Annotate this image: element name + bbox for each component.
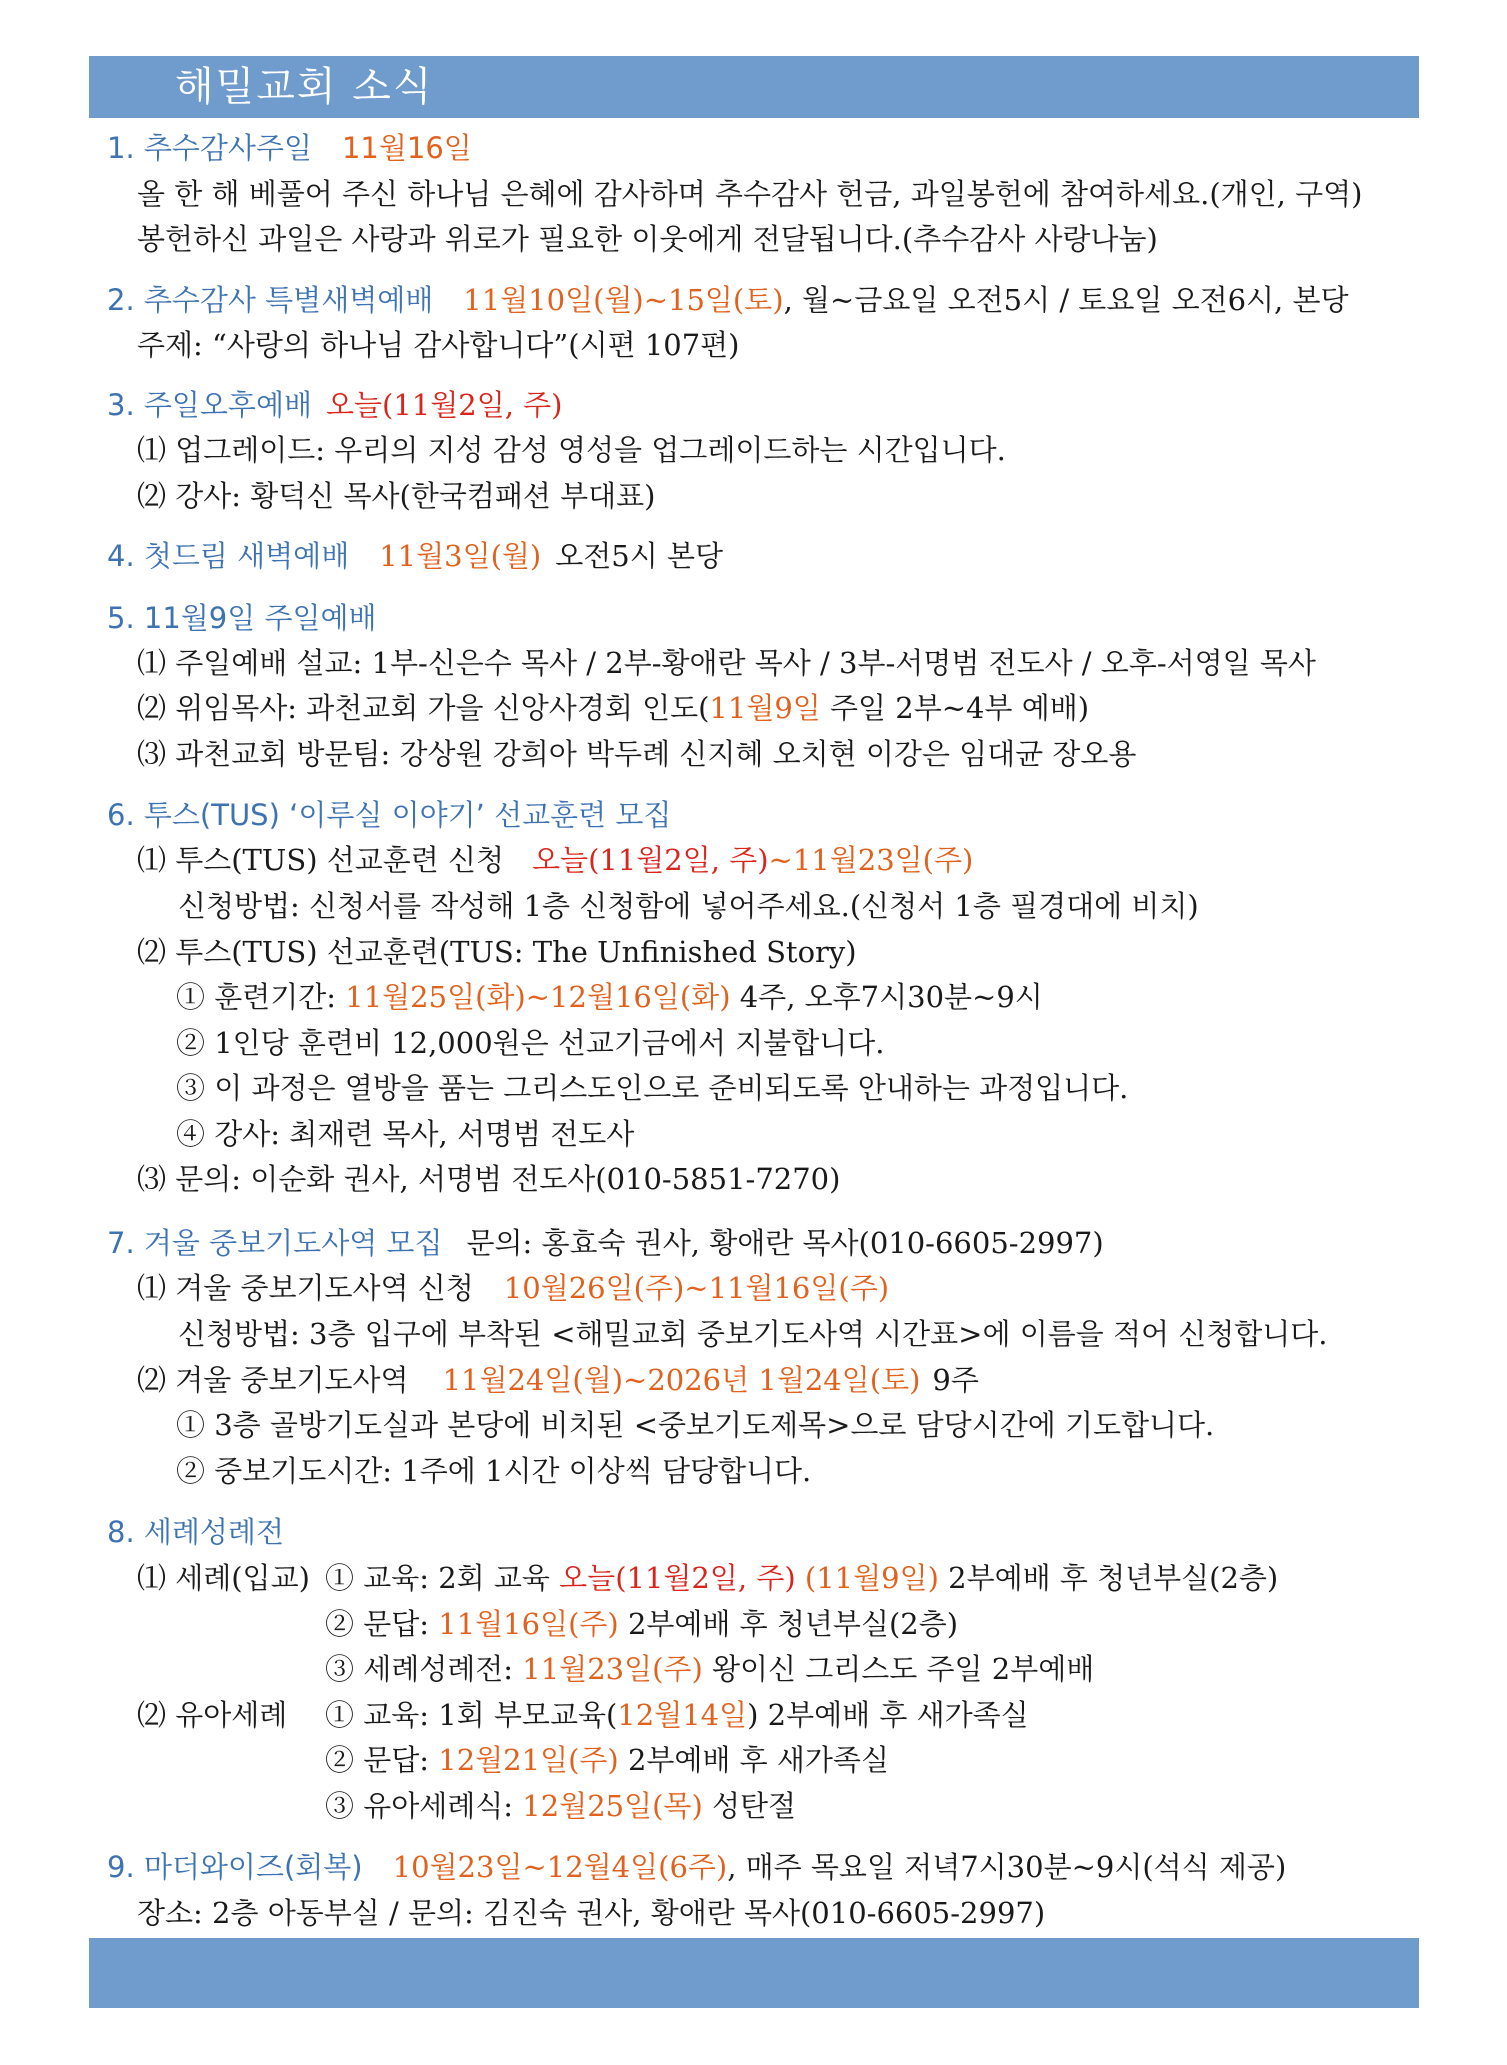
section-6-sub-2: ② 1인당 훈련비 12,000원은 선교기금에서 지불합니다. [176, 1026, 885, 1060]
section-7-sub-2: ② 중보기도시간: 1주에 1시간 이상씩 담당합니다. [176, 1454, 812, 1488]
section-6-heading: 6. 투스(TUS) ‘이루실 이야기’ 선교훈련 모집 [107, 798, 672, 832]
section-6-sub-3: ③ 이 과정은 열방을 품는 그리스도인으로 준비되도록 안내하는 과정입니다. [176, 1071, 1129, 1105]
section-6-item-1: ⑴ 투스(TUS) 선교훈련 신청 오늘(11월2일, 주)~11월23일(주) [137, 843, 974, 877]
section-7-heading: 7. 겨울 중보기도사역 모집 문의: 홍효숙 권사, 황애란 목사(010-6605-2997) [107, 1226, 1104, 1260]
section-8-a2: ② 문답: 11월16일(주) 2부예배 후 청년부실(2층) [325, 1607, 959, 1641]
section-5-item-2: ⑵ 위임목사: 과천교회 가을 신앙사경회 인도(11월9일 주일 2부~4부 예배) [137, 691, 1090, 725]
section-6-sub-1: ① 훈련기간: 11월25일(화)~12월16일(화) 4주, 오후7시30분~9시 [176, 980, 1043, 1014]
section-8-b1: ① 교육: 1회 부모교육(12월14일) 2부예배 후 새가족실 [325, 1698, 1029, 1732]
section-7-item-1-sub: 신청방법: 3층 입구에 부착된 <해밀교회 중보기도사역 시간표>에 이름을 적어 신청합니다. [178, 1317, 1328, 1351]
section-8-item-1-label: ⑴ 세례(입교) [137, 1561, 310, 1595]
section-8-b3: ③ 유아세례식: 12월25일(목) 성탄절 [325, 1789, 797, 1823]
section-7-sub-1: ① 3층 골방기도실과 본당에 비치된 <중보기도제목>으로 담당시간에 기도합니다. [176, 1408, 1215, 1442]
section-9-heading: 9. 마더와이즈(회복) 10월23일~12월4일(6주), 매주 목요일 저녁7시30분~9시(석식 제공) [107, 1850, 1287, 1884]
section-3-item-2: ⑵ 강사: 황덕신 목사(한국컴패션 부대표) [137, 479, 656, 513]
section-5-heading: 5. 11월9일 주일예배 [107, 601, 377, 635]
section-6-item-3: ⑶ 문의: 이순화 권사, 서명범 전도사(010-5851-7270) [137, 1162, 841, 1196]
section-1-heading: 1. 추수감사주일 11월16일 [107, 131, 472, 165]
section-3-heading: 3. 주일오후예배 오늘(11월2일, 주) [107, 388, 563, 422]
header-bar [89, 56, 1419, 118]
section-6-item-1-sub: 신청방법: 신청서를 작성해 1층 신청함에 넣어주세요.(신청서 1층 필경대에 비치) [178, 889, 1199, 923]
section-2-theme: 주제: “사랑의 하나님 감사합니다”(시편 107편) [137, 328, 740, 362]
section-1-line-2: 봉헌하신 과일은 사랑과 위로가 필요한 이웃에게 전달됩니다.(추수감사 사랑나눔) [137, 222, 1158, 256]
section-7-item-2: ⑵ 겨울 중보기도사역 11월24일(월)~2026년 1월24일(토) 9주 [137, 1363, 979, 1397]
section-3-item-1: ⑴ 업그레이드: 우리의 지성 감성 영성을 업그레이드하는 시간입니다. [137, 433, 1006, 467]
section-8-a3: ③ 세례성례전: 11월23일(주) 왕이신 그리스도 주일 2부예배 [325, 1652, 1095, 1686]
section-2-heading: 2. 추수감사 특별새벽예배 11월10일(월)~15일(토), 월~금요일 오전5시 / 토요일 오전6시, 본당 [107, 283, 1349, 317]
section-8-b2: ② 문답: 12월21일(주) 2부예배 후 새가족실 [325, 1743, 889, 1777]
section-5-item-1: ⑴ 주일예배 설교: 1부-신은수 목사 / 2부-황애란 목사 / 3부-서명범 전도사 / 오후-서영일 목사 [137, 646, 1316, 680]
section-8-a1: ① 교육: 2회 교육 오늘(11월2일, 주) (11월9일) 2부예배 후 청년부실(2층) [325, 1561, 1279, 1595]
section-9-location: 장소: 2층 아동부실 / 문의: 김진숙 권사, 황애란 목사(010-6605-2997) [137, 1896, 1046, 1930]
section-4-heading: 4. 첫드림 새벽예배 11월3일(월) 오전5시 본당 [107, 539, 723, 573]
section-7-item-1: ⑴ 겨울 중보기도사역 신청 10월26일(주)~11월16일(주) [137, 1271, 890, 1305]
section-6-item-2: ⑵ 투스(TUS) 선교훈련(TUS: The Unfinished Story) [137, 935, 857, 969]
section-6-sub-4: ④ 강사: 최재련 목사, 서명범 전도사 [176, 1117, 635, 1151]
section-5-item-3: ⑶ 과천교회 방문팀: 강상원 강희아 박두례 신지혜 오치현 이강은 임대균 장오용 [137, 737, 1137, 771]
section-1-line-1: 올 한 해 베풀어 주신 하나님 은혜에 감사하며 추수감사 헌금, 과일봉헌에 참여하세요.(개인, 구역) [137, 177, 1363, 211]
page-title: 해밀교회 소식 [175, 64, 434, 110]
section-8-heading: 8. 세례성례전 [107, 1515, 284, 1549]
section-8-item-2-label: ⑵ 유아세례 [137, 1698, 288, 1732]
footer-bar [89, 1938, 1419, 2008]
